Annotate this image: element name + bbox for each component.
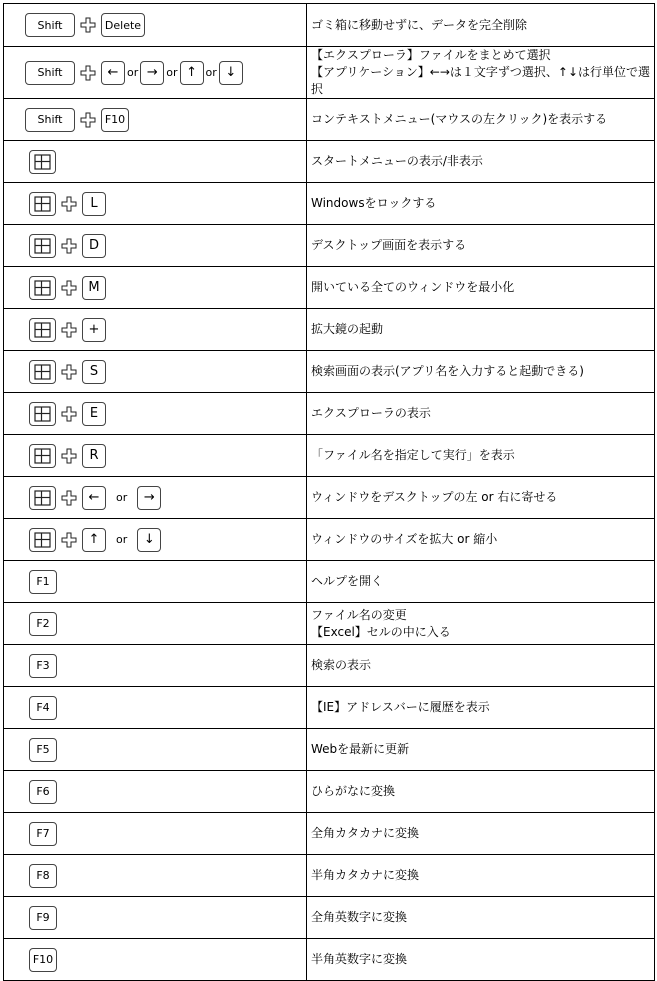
- description-line: Windowsをロックする: [311, 196, 437, 210]
- d-key: D: [82, 234, 106, 258]
- description-line: 検索画面の表示(アプリ名を入力すると起動できる): [311, 364, 584, 378]
- or-text: or: [116, 491, 128, 504]
- table-row: [4, 183, 655, 225]
- description-line: 全角カタカナに変換: [311, 826, 420, 840]
- windows-key: [29, 486, 56, 510]
- table-row: [4, 99, 655, 141]
- keys-cell: [4, 393, 307, 435]
- table-row: [4, 645, 655, 687]
- plus-icon: [60, 531, 78, 549]
- description-cell: [307, 645, 655, 687]
- keys-cell: [4, 477, 307, 519]
- description-cell: [307, 435, 655, 477]
- table-row: [4, 309, 655, 351]
- table-row: [4, 393, 655, 435]
- plus-key: +: [82, 318, 106, 342]
- description-cell: [307, 687, 655, 729]
- description-line: デスクトップ画面を表示する: [311, 238, 467, 252]
- m-key: M: [82, 276, 106, 300]
- description-cell: [307, 267, 655, 309]
- description-line: 全角英数字に変換: [311, 910, 408, 924]
- description-line: コンテキストメニュー(マウスの左クリック)を表示する: [311, 112, 608, 126]
- windows-icon: [34, 490, 51, 506]
- f10-key: F10: [29, 948, 57, 972]
- windows-icon: [34, 532, 51, 548]
- table-row: [4, 267, 655, 309]
- description-cell: [307, 519, 655, 561]
- windows-key: [29, 528, 56, 552]
- description-line: ファイル名の変更: [311, 607, 407, 622]
- f1-key: F1: [29, 570, 57, 594]
- l-key: L: [82, 192, 106, 216]
- windows-icon: [34, 322, 51, 338]
- or-text: or: [166, 66, 178, 79]
- right-arrow-key: →: [140, 61, 164, 85]
- f5-key: F5: [29, 738, 57, 762]
- description-cell: [307, 183, 655, 225]
- table-row: [4, 435, 655, 477]
- r-key: R: [82, 444, 106, 468]
- f2-key: F2: [29, 612, 57, 636]
- f7-key: F7: [29, 822, 57, 846]
- description-cell: [307, 47, 655, 99]
- plus-icon: [60, 489, 78, 507]
- description-line: 【IE】アドレスバーに履歴を表示: [311, 700, 490, 714]
- up-arrow-key: ↑: [82, 528, 106, 552]
- keys-cell: [4, 561, 307, 603]
- description-line: ゴミ箱に移動せずに、データを完全削除: [311, 17, 528, 32]
- left-arrow-key: ←: [101, 61, 125, 85]
- description-line: ヘルプを開く: [311, 574, 384, 588]
- keys-cell: [4, 729, 307, 771]
- windows-key: [29, 234, 56, 258]
- keys-cell: [4, 645, 307, 687]
- table-row: [4, 561, 655, 603]
- f10-key: F10: [101, 108, 129, 132]
- description-line: スタートメニューの表示/非表示: [311, 154, 483, 168]
- keys-cell: [4, 225, 307, 267]
- f6-key: F6: [29, 780, 57, 804]
- right-arrow-key: →: [137, 486, 161, 510]
- plus-icon: [79, 111, 97, 129]
- windows-icon: [34, 238, 51, 254]
- description-cell: [307, 141, 655, 183]
- description-line: 半角英数字に変換: [311, 952, 408, 966]
- delete-key: Delete: [101, 13, 145, 37]
- windows-key: [29, 276, 56, 300]
- description-cell: [307, 939, 655, 981]
- description-cell: [307, 351, 655, 393]
- f3-key: F3: [29, 654, 57, 678]
- table-row: [4, 351, 655, 393]
- windows-key: [29, 318, 56, 342]
- plus-icon: [60, 321, 78, 339]
- description-cell: [307, 477, 655, 519]
- plus-icon: [60, 405, 78, 423]
- keys-cell: [4, 4, 307, 47]
- down-arrow-key: ↓: [219, 61, 243, 85]
- or-text: or: [116, 533, 128, 546]
- table-row: [4, 4, 655, 47]
- up-arrow-key: ↑: [180, 61, 204, 85]
- keys-cell: [4, 267, 307, 309]
- description-line: ひらがなに変換: [311, 784, 396, 798]
- keys-cell: [4, 309, 307, 351]
- table-row: [4, 687, 655, 729]
- keys-cell: [4, 603, 307, 645]
- keys-cell: [4, 897, 307, 939]
- description-line: ウィンドウをデスクトップの左 or 右に寄せる: [311, 490, 558, 504]
- windows-icon: [34, 154, 51, 170]
- plus-icon: [79, 16, 97, 34]
- windows-key: [29, 444, 56, 468]
- plus-icon: [79, 64, 97, 82]
- windows-icon: [34, 406, 51, 422]
- windows-key: [29, 360, 56, 384]
- shortcut-table: [3, 3, 655, 981]
- description-cell: [307, 309, 655, 351]
- shift-key: Shift: [25, 108, 75, 132]
- windows-key: [29, 192, 56, 216]
- keys-cell: [4, 351, 307, 393]
- description-cell: [307, 897, 655, 939]
- description-cell: [307, 393, 655, 435]
- keys-cell: [4, 47, 307, 99]
- windows-key: [29, 150, 56, 174]
- keys-cell: [4, 771, 307, 813]
- f4-key: F4: [29, 696, 57, 720]
- description-cell: [307, 225, 655, 267]
- table-row: [4, 771, 655, 813]
- keys-cell: [4, 855, 307, 897]
- table-row: [4, 897, 655, 939]
- f8-key: F8: [29, 864, 57, 888]
- description-cell: [307, 771, 655, 813]
- keys-cell: [4, 183, 307, 225]
- s-key: S: [82, 360, 106, 384]
- description-cell: [307, 603, 655, 645]
- description-line: 【Excel】セルの中に入る: [311, 624, 451, 639]
- keys-cell: [4, 141, 307, 183]
- table-row: [4, 939, 655, 981]
- windows-key: [29, 402, 56, 426]
- table-row: [4, 519, 655, 561]
- shift-key: Shift: [25, 61, 75, 85]
- plus-icon: [60, 363, 78, 381]
- table-row: [4, 477, 655, 519]
- table-row: [4, 855, 655, 897]
- or-text: or: [205, 66, 217, 79]
- or-text: or: [127, 66, 139, 79]
- description-line: 「ファイル名を指定して実行」を表示: [311, 448, 515, 462]
- windows-icon: [34, 196, 51, 212]
- keys-cell: [4, 435, 307, 477]
- table-row: [4, 47, 655, 99]
- table-row: [4, 603, 655, 645]
- e-key: E: [82, 402, 106, 426]
- description-line: エクスプローラの表示: [311, 406, 431, 420]
- description-line: 【アプリケーション】←→は１文字ずつ選択、↑↓は行単位で選択: [311, 65, 651, 96]
- description-line: 半角カタカナに変換: [311, 868, 420, 882]
- description-line: 開いている全てのウィンドウを最小化: [311, 280, 515, 294]
- description-cell: [307, 99, 655, 141]
- table-row: [4, 813, 655, 855]
- description-cell: [307, 813, 655, 855]
- description-line: 検索の表示: [311, 658, 372, 672]
- description-line: 拡大鏡の起動: [311, 322, 384, 336]
- keys-cell: [4, 99, 307, 141]
- windows-icon: [34, 364, 51, 380]
- plus-icon: [60, 447, 78, 465]
- down-arrow-key: ↓: [137, 528, 161, 552]
- description-line: Webを最新に更新: [311, 742, 410, 756]
- description-line: ウィンドウのサイズを拡大 or 縮小: [311, 532, 498, 546]
- plus-icon: [60, 195, 78, 213]
- plus-icon: [60, 237, 78, 255]
- keys-cell: [4, 687, 307, 729]
- keys-cell: [4, 519, 307, 561]
- description-cell: [307, 729, 655, 771]
- description-line: 【エクスプローラ】ファイルをまとめて選択: [311, 48, 551, 62]
- f9-key: F9: [29, 906, 57, 930]
- keys-cell: [4, 939, 307, 981]
- left-arrow-key: ←: [82, 486, 106, 510]
- shift-key: Shift: [25, 13, 75, 37]
- table-row: [4, 729, 655, 771]
- description-cell: [307, 855, 655, 897]
- windows-icon: [34, 280, 51, 296]
- description-cell: [307, 561, 655, 603]
- windows-icon: [34, 448, 51, 464]
- description-cell: [307, 4, 655, 47]
- plus-icon: [60, 279, 78, 297]
- keys-cell: [4, 813, 307, 855]
- table-row: [4, 141, 655, 183]
- table-row: [4, 225, 655, 267]
